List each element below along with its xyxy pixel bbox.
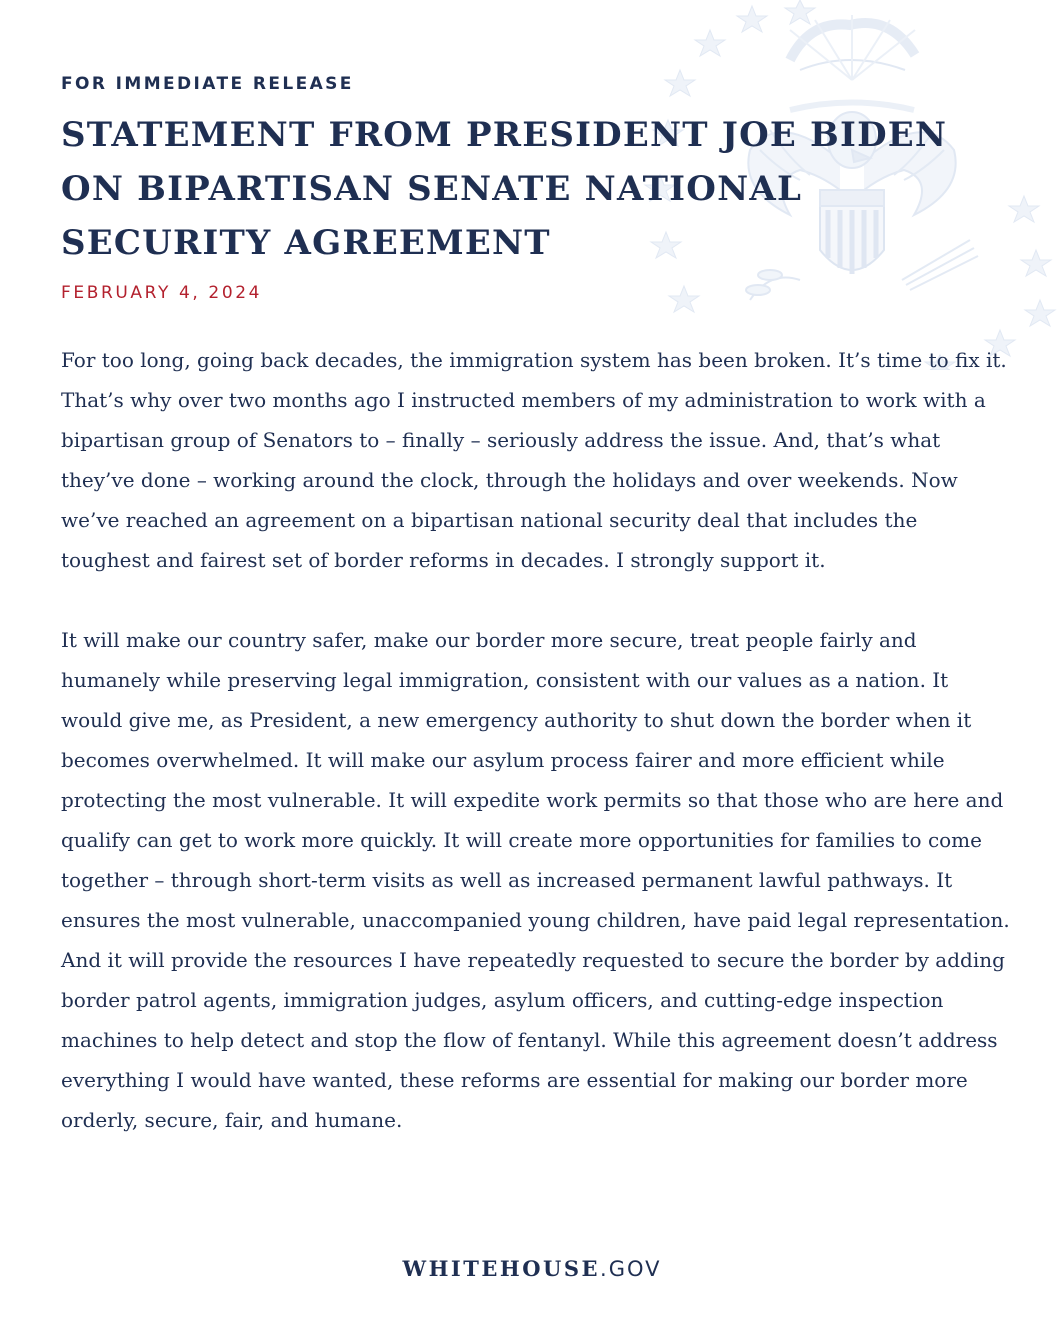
body-paragraph: For too long, going back decades, the immigration system has been broken. It’s time to fix it. That’s why over two months ago I instructed members of my administration to work with a bipartisan group of Senators to – finally – seriously address the issue. And, that’s what they’ve done – working around the clock, through the holidays and over weekends. Now we’ve reached an agreement on a bipartisan national security deal that includes the toughest and fairest set of border reforms in decades. I strongly support it. — [61, 348, 1007, 572]
title-line: SECURITY AGREEMENT — [61, 223, 551, 263]
body-paragraph: It will make our country safer, make our border more secure, treat people fairly and humanely while preserving legal immigration, consistent with our values as a nation. It would give me, as President, a new emergency authority to shut down the border when it becomes overwhelmed. It will make our asylum process fairer and more efficient while protecting the most vulnerable. It will expedite work permits so that those who are here and qualify can get to work more quickly. It will create more opportunities for families to come together – through short-term visits as well as increased permanent lawful pathways. It ensures the most vulnerable, unaccompanied young children, have paid legal representation. And it will provide the resources I have repeatedly requested to secure the border by adding border patrol agents, immigration judges, asylum officers, and cutting-edge inspection machines to help detect and stop the flow of fentanyl. While this agreement doesn’t address everything I would have wanted, these reforms are essential for making our border more orderly, secure, fair, and humane. — [61, 628, 1010, 1132]
title-line: STATEMENT FROM PRESIDENT JOE BIDEN — [61, 115, 948, 155]
title-line: ON BIPARTISAN SENATE NATIONAL — [61, 169, 803, 209]
page-title — [61, 108, 1021, 270]
footer-domain — [0, 1256, 1064, 1281]
footer-domain-name: WHITEHOUSE — [402, 1256, 601, 1281]
release-label: FOR IMMEDIATE RELEASE — [61, 74, 354, 94]
footer-domain-suffix: .GOV — [600, 1257, 662, 1281]
statement-body — [61, 340, 1011, 1180]
release-date: FEBRUARY 4, 2024 — [61, 283, 263, 303]
